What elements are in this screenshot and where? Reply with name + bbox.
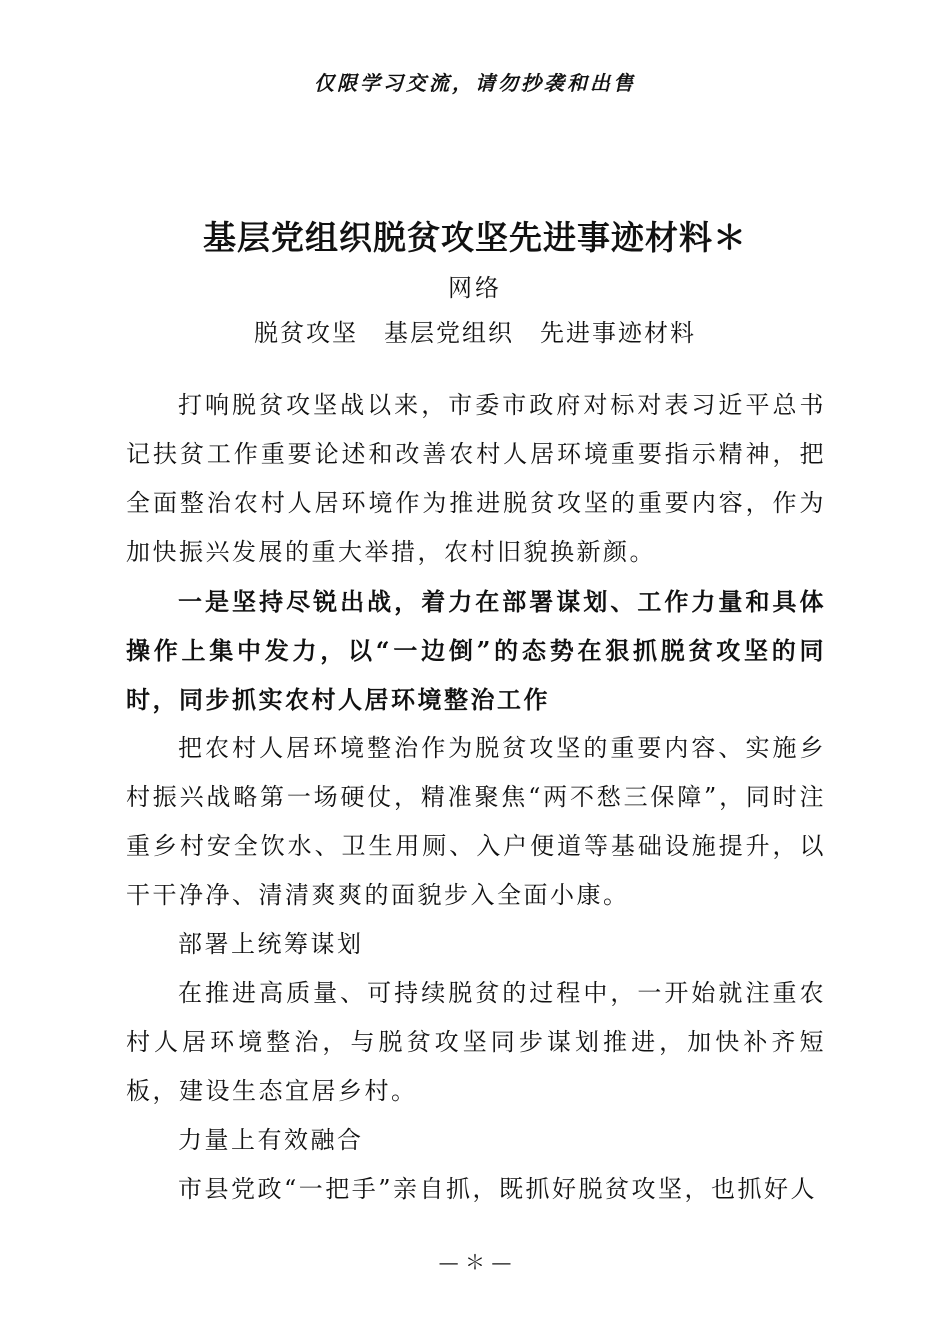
keyword: 脱贫攻坚	[254, 319, 358, 347]
body-paragraph: 把农村人居环境整治作为脱贫攻坚的重要内容、实施乡村振兴战略第一场硬仗，精准聚焦“两不愁三保障”，同时注重乡村安全饮水、卫生用厕、入户便道等基础设施提升，以干干净净、清清爽爽的面貌步入全面小康。	[126, 734, 826, 909]
section-heading: 一是坚持尽锐出战，着力在部署谋划、工作力量和具体操作上集中发力，以“一边倒”的态势在狠抓脱贫攻坚的同时，同步抓实农村人居环境整治工作	[126, 587, 826, 714]
document-title: 基层党组织脱贫攻坚先进事迹材料＊	[203, 218, 747, 257]
body-paragraph: 市县党政“一把手”亲自抓，既抓好脱贫攻坚，也抓好人	[178, 1175, 818, 1203]
body-paragraph: 打响脱贫攻坚战以来，市委市政府对标对表习近平总书记扶贫工作重要论述和改善农村人居环境重要指示精神，把全面整治农村人居环境作为推进脱贫攻坚的重要内容，作为加快振兴发展的重大举措，农村旧貌换新颜。	[126, 391, 826, 566]
page-footer: — ＊ —	[438, 1250, 512, 1274]
body-paragraph: 在推进高质量、可持续脱贫的过程中，一开始就注重农村人居环境整治，与脱贫攻坚同步谋划推进，加快补齐短板，建设生态宜居乡村。	[126, 979, 826, 1105]
author-line: 网络	[448, 274, 502, 302]
document-body	[126, 381, 826, 1214]
subheading: 力量上有效融合	[178, 1126, 364, 1154]
keyword: 先进事迹材料	[540, 319, 696, 347]
keywords-line	[0, 313, 950, 353]
keyword: 基层党组织	[384, 319, 514, 347]
header-note: 仅限学习交流，请勿抄袭和出售	[314, 71, 636, 95]
subheading: 部署上统筹谋划	[178, 930, 364, 958]
